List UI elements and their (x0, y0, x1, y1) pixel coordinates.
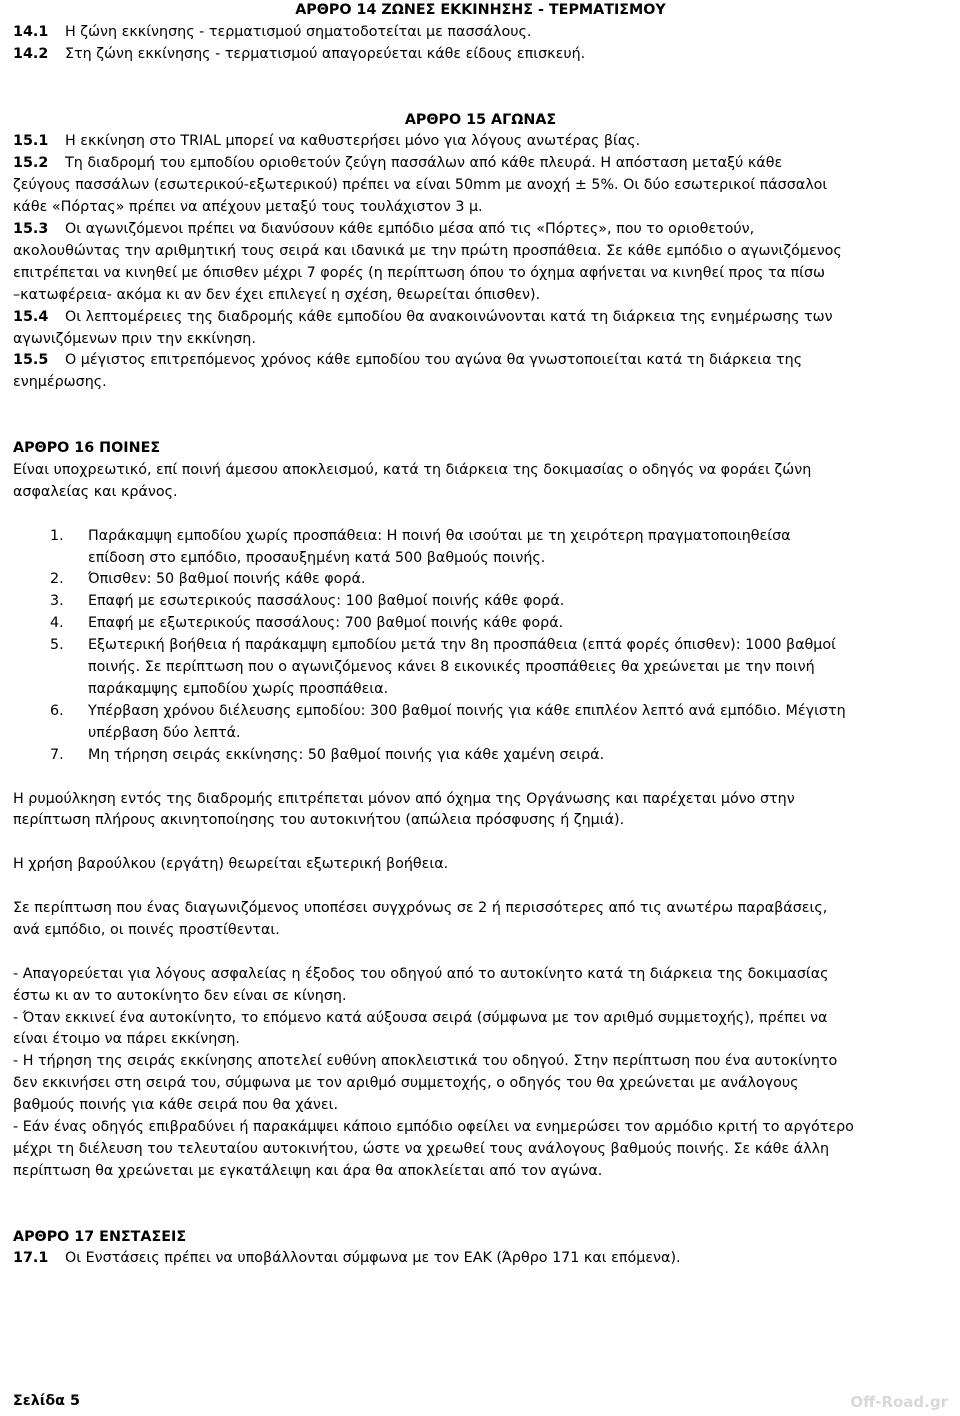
driver-rules: - Απαγορεύεται για λόγους ασφαλείας η έξοδος του οδηγού από το αυτοκίνητο κατά τη διάρκεια της δοκιμασίας έστω κι αν το αυτοκίνητο δεν είναι σε κίνηση. - Όταν εκκινεί ένα αυτοκίνητο, το επόμενο κατά αύξουσα σειρά (σύμφωνα με τον αριθμό συμμετοχής), πρέπει να είναι έτοιμο να πάρει εκκίνηση. - Η τήρηση της σειράς εκκίνησης αποτελεί ευθύνη αποκλειστικά του οδηγού. Στην περίπτωση που ένα αυτοκίνητο δεν εκκινήσει στη σειρά του, σύμφωνα με τον αριθμό συμμετοχής, ο οδηγός του θα χρεώνεται με ανάλογους βαθμούς ποινής για κάθε σειρά που θα χάνει. - Εάν ένας οδηγός επιβραδύνει ή παρακάμψει κάποιο εμπόδιο οφείλει να ενημερώσει τον αρμόδιο κριτή το αργότερο μέχρι τη διέλευση του τελευταίου αυτοκινήτου, ώστε να χρεωθεί τους ανάλογους βαθμούς ποινής. Σε κάθε άλλη περίπτωση θα χρεώνεται με εγκατάλειψη και άρα θα αποκλείεται από τον αγώνα. (13, 965, 854, 1179)
article-15-title: ΑΡΘΡΟ 15 ΑΓΩΝΑΣ (404, 111, 557, 128)
list-item: 1. Παράκαμψη εμποδίου χωρίς προσπάθεια: Η ποινή θα ισούται με τη χειρότερη πραγματοποιηθείσα επίδοση στο εμπόδιο, προσαυξημένη κατά 500 βαθμούς ποινής. (50, 527, 791, 566)
list-item: 6. Υπέρβαση χρόνου διέλευσης εμποδίου: 300 βαθμοί ποινής για κάθε επιπλέον λεπτό ανά εμπόδιο. Μέγιστη υπέρβαση δύο λεπτά. (50, 702, 846, 741)
article-17-title: ΑΡΘΡΟ 17 ΕΝΣΤΑΣΕΙΣ (13, 1228, 187, 1245)
clause-number: 15.1 (13, 133, 49, 150)
list-item: 3. Επαφή με εσωτερικούς πασσάλους: 100 βαθμοί ποινής κάθε φορά. (50, 593, 565, 610)
article-16-intro: Είναι υποχρεωτικό, επί ποινή άμεσου αποκλεισμού, κατά τη διάρκεια της δοκιμασίας ο οδηγός να φοράει ζώνη ασφαλείας και κράνος. (13, 461, 812, 500)
list-item: 7. Μη τήρηση σειράς εκκίνησης: 50 βαθμοί ποινής για κάθε χαμένη σειρά. (50, 746, 605, 763)
page-number: Σελίδα 5 (13, 1393, 80, 1409)
paragraph-15-4: 15.4 Οι λεπτομέρειες της διαδρομής κάθε εμποδίου θα ανακοινώνονται κατά τη διάρκεια της ενημέρωσης των αγωνιζόμενων πριν την εκκίνηση. (13, 308, 833, 347)
clause-number: 15.3 (13, 221, 49, 238)
clause-number: 15.4 (13, 308, 49, 325)
paragraph-15-1: 15.1 Η εκκίνηση στο TRIAL μπορεί να καθυστερήσει μόνο για λόγους ανωτέρας βίας. (13, 131, 948, 153)
penalty-list (13, 526, 948, 767)
clause-number: 15.2 (13, 155, 49, 172)
paragraph-15-5: 15.5 Ο μέγιστος επιτρεπόμενος χρόνος κάθε εμποδίου του αγώνα θα γνωστοποιείται κατά τη διάρκεια της ενημέρωσης. (13, 352, 803, 391)
site-watermark: Off-Road.gr (850, 1393, 948, 1411)
towing-paragraph: Η ρυμούλκηση εντός της διαδρομής επιτρέπεται μόνον από όχημα της Οργάνωσης και παρέχεται μόνο στην περίπτωση πλήρους ακινητοποίησης του αυτοκινήτου (απώλεια πρόσφυσης ή ζημιά). (13, 790, 795, 829)
paragraph-15-2: 15.2 Τη διαδρομή του εμποδίου οριοθετούν ζεύγη πασσάλων από κάθε πλευρά. Η απόσταση μεταξύ κάθε ζεύγους πασσάλων (εσωτερικού-εξωτερικού) πρέπει να είναι 50mm με ανοχή ± 5%. Οι δύο εσωτερικοί πάσσαλοι κάθε «Πόρτας» πρέπει να απέχουν μεταξύ τους τουλάχιστον 3 μ. (13, 155, 828, 216)
clause-number: 15.5 (13, 352, 49, 369)
paragraph-14-1: 14.1 Η ζώνη εκκίνησης - τερματισμού σηματοδοτείται με πασσάλους. (13, 22, 948, 44)
page-footer (13, 1393, 948, 1409)
list-item: 5. Εξωτερική βοήθεια ή παράκαμψη εμποδίου μετά την 8η προσπάθεια (επτά φορές όπισθεν): 1000 βαθμοί ποινής. Σε περίπτωση που ο αγωνιζόμενος κάνει 8 εικονικές προσπάθειες θα χρεώνεται με την ποινή παράκαμψης εμποδίου χωρίς προσπάθεια. (50, 637, 836, 698)
clause-number: 14.2 (13, 45, 49, 62)
clause-number: 17.1 (13, 1250, 49, 1267)
document-page (13, 0, 948, 1270)
list-item: 2. Όπισθεν: 50 βαθμοί ποινής κάθε φορά. (50, 571, 366, 588)
winch-paragraph: Η χρήση βαρούλκου (εργάτη) θεωρείται εξωτερική βοήθεια. (13, 856, 449, 873)
multiple-violations-paragraph: Σε περίπτωση που ένας διαγωνιζόμενος υποπέσει συγχρόνως σε 2 ή περισσότερες από τις ανωτέρω παραβάσεις, ανά εμπόδιο, οι ποινές προστίθενται. (13, 900, 828, 938)
paragraph-14-2: 14.2 Στη ζώνη εκκίνησης - τερματισμού απαγορεύεται κάθε είδους επισκευή. (13, 44, 948, 66)
paragraph-15-3: 15.3 Οι αγωνιζόμενοι πρέπει να διανύσουν κάθε εμπόδιο μέσα από τις «Πόρτες», που το οριοθετούν, ακολουθώντας την αριθμητική τους σειρά και ιδανικά με την πρώτη προσπάθεια. Σε κάθε εμπόδιο ο αγωνιζόμενος επιτρέπεται να κινηθεί με όπισθεν μέχρι 7 φορές (η περίπτωση όπου το όχημα αφήνεται να κινηθεί προς τα πίσω –κατωφέρεια- ακόμα κι αν δεν έχει επιλεγεί η σχέση, θεωρείται όπισθεν). (13, 221, 842, 303)
article-16-title: ΑΡΘΡΟ 16 ΠΟΙΝΕΣ (13, 440, 161, 457)
article-14-title: ΑΡΘΡΟ 14 ΖΩΝΕΣ ΕΚΚΙΝΗΣΗΣ - ΤΕΡΜΑΤΙΣΜΟΥ (295, 2, 666, 18)
paragraph-17-1: 17.1 Οι Ενστάσεις πρέπει να υποβάλλονται σύμφωνα με τον ΕΑΚ (Άρθρο 171 και επόμενα). (13, 1248, 948, 1270)
list-item: 4. Επαφή με εξωτερικούς πασσάλους: 700 βαθμοί ποινής κάθε φορά. (50, 615, 564, 632)
clause-number: 14.1 (13, 23, 49, 40)
